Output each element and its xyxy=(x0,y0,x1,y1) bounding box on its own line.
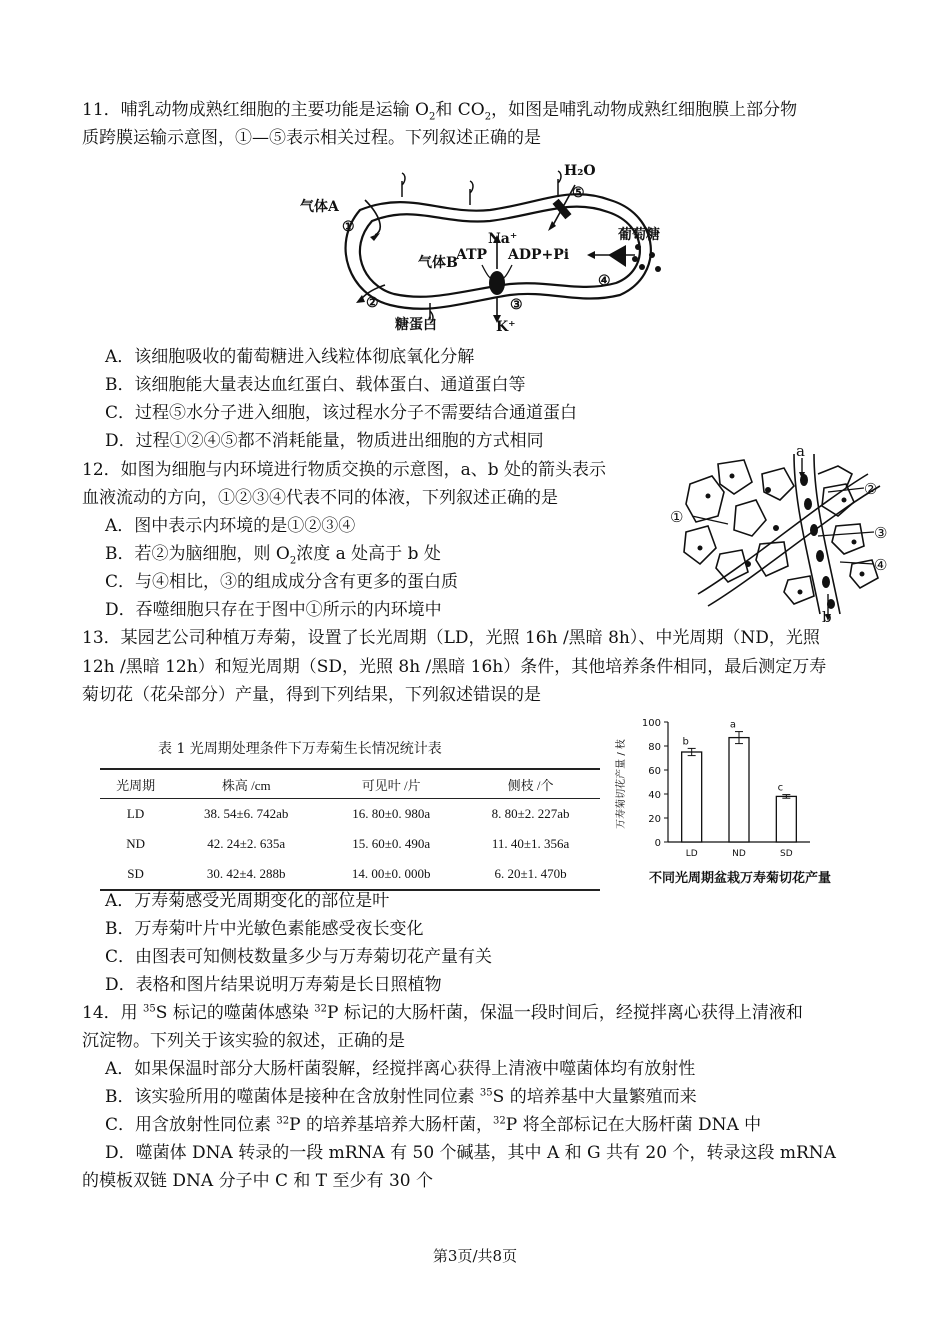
table-row xyxy=(100,859,600,890)
table-row xyxy=(100,799,600,830)
adp-label: ADP+Pi xyxy=(508,247,570,263)
fluid-2-label: ② xyxy=(864,480,878,498)
q11-stem-line2: 质跨膜运输示意图，①—⑤表示相关过程。下列叙述正确的是 xyxy=(82,128,541,148)
q13-stem-line3: 菊切花（花朵部分）产量，得到下列结果，下列叙述错误的是 xyxy=(82,685,541,705)
process-5-label: ⑤ xyxy=(572,185,585,201)
table-header: 侧枝 /个 xyxy=(461,769,600,799)
growth-table xyxy=(100,768,600,891)
y-tick-label: 60 xyxy=(648,766,661,777)
fluid-3-label: ③ xyxy=(874,524,888,542)
table-header: 光周期 xyxy=(100,769,171,799)
q11-option-a: A．该细胞吸收的葡萄糖进入线粒体彻底氧化分解 xyxy=(105,347,475,367)
chart-title: 不同光周期盆栽万寿菊切花产量 xyxy=(648,871,832,886)
process-2-label: ② xyxy=(366,295,379,311)
q13-option-a: A．万寿菊感受光周期变化的部位是叶 xyxy=(105,891,390,911)
x-tick-label: SD xyxy=(780,849,793,859)
process-3-label: ③ xyxy=(510,297,523,313)
q11-option-b: B．该细胞能大量表达血红蛋白、载体蛋白、通道蛋白等 xyxy=(105,375,526,395)
flow-a-label: a xyxy=(796,444,805,460)
q11-option-d: D．过程①②④⑤都不消耗能量，物质进出细胞的方式相同 xyxy=(105,431,544,451)
process-1-label: ① xyxy=(342,219,355,235)
q12-stem-line2: 血液流动的方向，①②③④代表不同的体液，下列叙述正确的是 xyxy=(82,488,558,508)
q13-option-b: B．万寿菊叶片中光敏色素能感受夜长变化 xyxy=(105,919,424,939)
q13-stem-line1: 13．某园艺公司种植万寿菊，设置了长光周期（LD，光照 16h /黑暗 8h）、中光周期（ND，光照 xyxy=(82,628,820,648)
table-cell: 8. 80±2. 227ab xyxy=(491,806,570,821)
process-4-label: ④ xyxy=(598,273,611,289)
q13-option-d: D．表格和图片结果说明万寿菊是长日照植物 xyxy=(105,975,442,995)
table-cell: 14. 00±0. 000b xyxy=(321,859,461,890)
atp-label: ATP xyxy=(456,247,488,263)
glycoprotein-label: 糖蛋白 xyxy=(395,317,437,333)
q11-option-c: C．过程⑤水分子进入细胞，该过程水分子不需要结合通道蛋白 xyxy=(105,403,578,423)
y-tick-label: 40 xyxy=(648,790,661,801)
page-number: 第3页/共8页 xyxy=(432,1247,518,1265)
y-tick-label: 0 xyxy=(654,838,661,849)
flow-b-label: b xyxy=(822,608,832,624)
fluid-4-label: ④ xyxy=(874,556,888,574)
significance-letter: c xyxy=(777,782,784,794)
x-tick-label: LD xyxy=(685,849,698,859)
yield-bar-chart xyxy=(610,712,870,892)
table-cell: 15. 60±0. 490a xyxy=(352,836,431,851)
bar xyxy=(729,738,749,842)
bar xyxy=(682,752,702,842)
gas-b-label: 气体B xyxy=(418,255,458,271)
q11-stem-line1: 11．哺乳动物成熟红细胞的主要功能是运输 $O_2$和 $CO_2$，如图是哺乳动物成熟红细胞膜上部分物 xyxy=(82,100,798,123)
table-title: 表 1 光周期处理条件下万寿菊生长情况统计表 xyxy=(158,741,442,757)
q12-option-b: B．若②为脑细胞，则 $O_2$浓度 a 处高于 b 处 xyxy=(105,544,441,567)
table-cell: ND xyxy=(126,836,145,851)
table-cell: 16. 80±0. 980a xyxy=(352,806,431,821)
q14-option-d-cont: 的模板双链 DNA 分子中 C 和 T 至少有 30 个 xyxy=(82,1171,433,1191)
q13-stem-line2: 12h /黑暗 12h）和短光周期（SD，光照 8h /黑暗 16h）条件，其他培养条件相同，最后测定万寿 xyxy=(82,657,827,677)
chart-ylabel: 万寿菊切花产量 / 枝 xyxy=(616,739,627,829)
q14-option-c: C．用含放射性同位素 $^{32}$P 的培养基培养大肠杆菌，$^{32}$P 将全部标记在大肠杆菌 DNA 中 xyxy=(105,1115,762,1135)
na-label: Na⁺ xyxy=(488,231,518,247)
gas-a-label: 气体A xyxy=(300,199,339,215)
k-label: K⁺ xyxy=(496,319,516,335)
significance-letter: a xyxy=(729,719,737,731)
h2o-label: H₂O xyxy=(564,163,596,179)
table-header: 可见叶 /片 xyxy=(321,769,461,799)
table-row xyxy=(100,829,600,859)
q11-membrane-diagram xyxy=(290,155,690,335)
significance-letter: b xyxy=(682,736,689,748)
table-cell: LD xyxy=(126,806,145,821)
q14-option-d: D．噬菌体 DNA 转录的一段 mRNA 有 50 个碱基，其中 A 和 G 共有 20 个，转录这段 mRNA xyxy=(105,1143,836,1163)
glucose-label: 葡萄糖 xyxy=(618,227,660,243)
fluid-1-label: ① xyxy=(670,508,684,526)
q12-stem-line1: 12．如图为细胞与内环境进行物质交换的示意图，a、b 处的箭头表示 xyxy=(82,460,607,480)
table-header: 株高 /cm xyxy=(171,769,321,799)
q12-tissue-diagram xyxy=(668,444,900,624)
bar xyxy=(776,796,796,842)
q12-option-d: D．吞噬细胞只存在于图中①所示的内环境中 xyxy=(105,600,442,620)
y-tick-label: 80 xyxy=(648,742,661,753)
table-cell: 6. 20±1. 470b xyxy=(461,859,600,890)
q12-option-a: A．图中表示内环境的是①②③④ xyxy=(105,516,356,536)
y-tick-label: 20 xyxy=(648,814,661,825)
table-cell: 30. 42±4. 288b xyxy=(171,859,321,890)
q14-stem-line1: 14．用 $^{35}$S 标记的噬菌体感染 $^{32}$P 标记的大肠杆菌，保温一段时间后，经搅拌离心获得上清液和 xyxy=(82,1003,803,1023)
q12-option-c: C．与④相比，③的组成成分含有更多的蛋白质 xyxy=(105,572,459,592)
table-cell: 38. 54±6. 742ab xyxy=(204,806,289,821)
table-cell: SD xyxy=(100,859,171,890)
table-cell: 11. 40±1. 356a xyxy=(491,836,570,851)
table-cell: 42. 24±2. 635a xyxy=(207,836,286,851)
y-tick-label: 100 xyxy=(641,718,661,729)
x-tick-label: ND xyxy=(732,849,746,859)
q13-option-c: C．由图表可知侧枝数量多少与万寿菊切花产量有关 xyxy=(105,947,493,967)
q14-stem-line2: 沉淀物。下列关于该实验的叙述，正确的是 xyxy=(82,1031,405,1051)
q14-option-b: B．该实验所用的噬菌体是接种在含放射性同位素 $^{35}$S 的培养基中大量繁殖而来 xyxy=(105,1087,697,1107)
q14-option-a: A．如果保温时部分大肠杆菌裂解，经搅拌离心获得上清液中噬菌体均有放射性 xyxy=(105,1059,696,1079)
